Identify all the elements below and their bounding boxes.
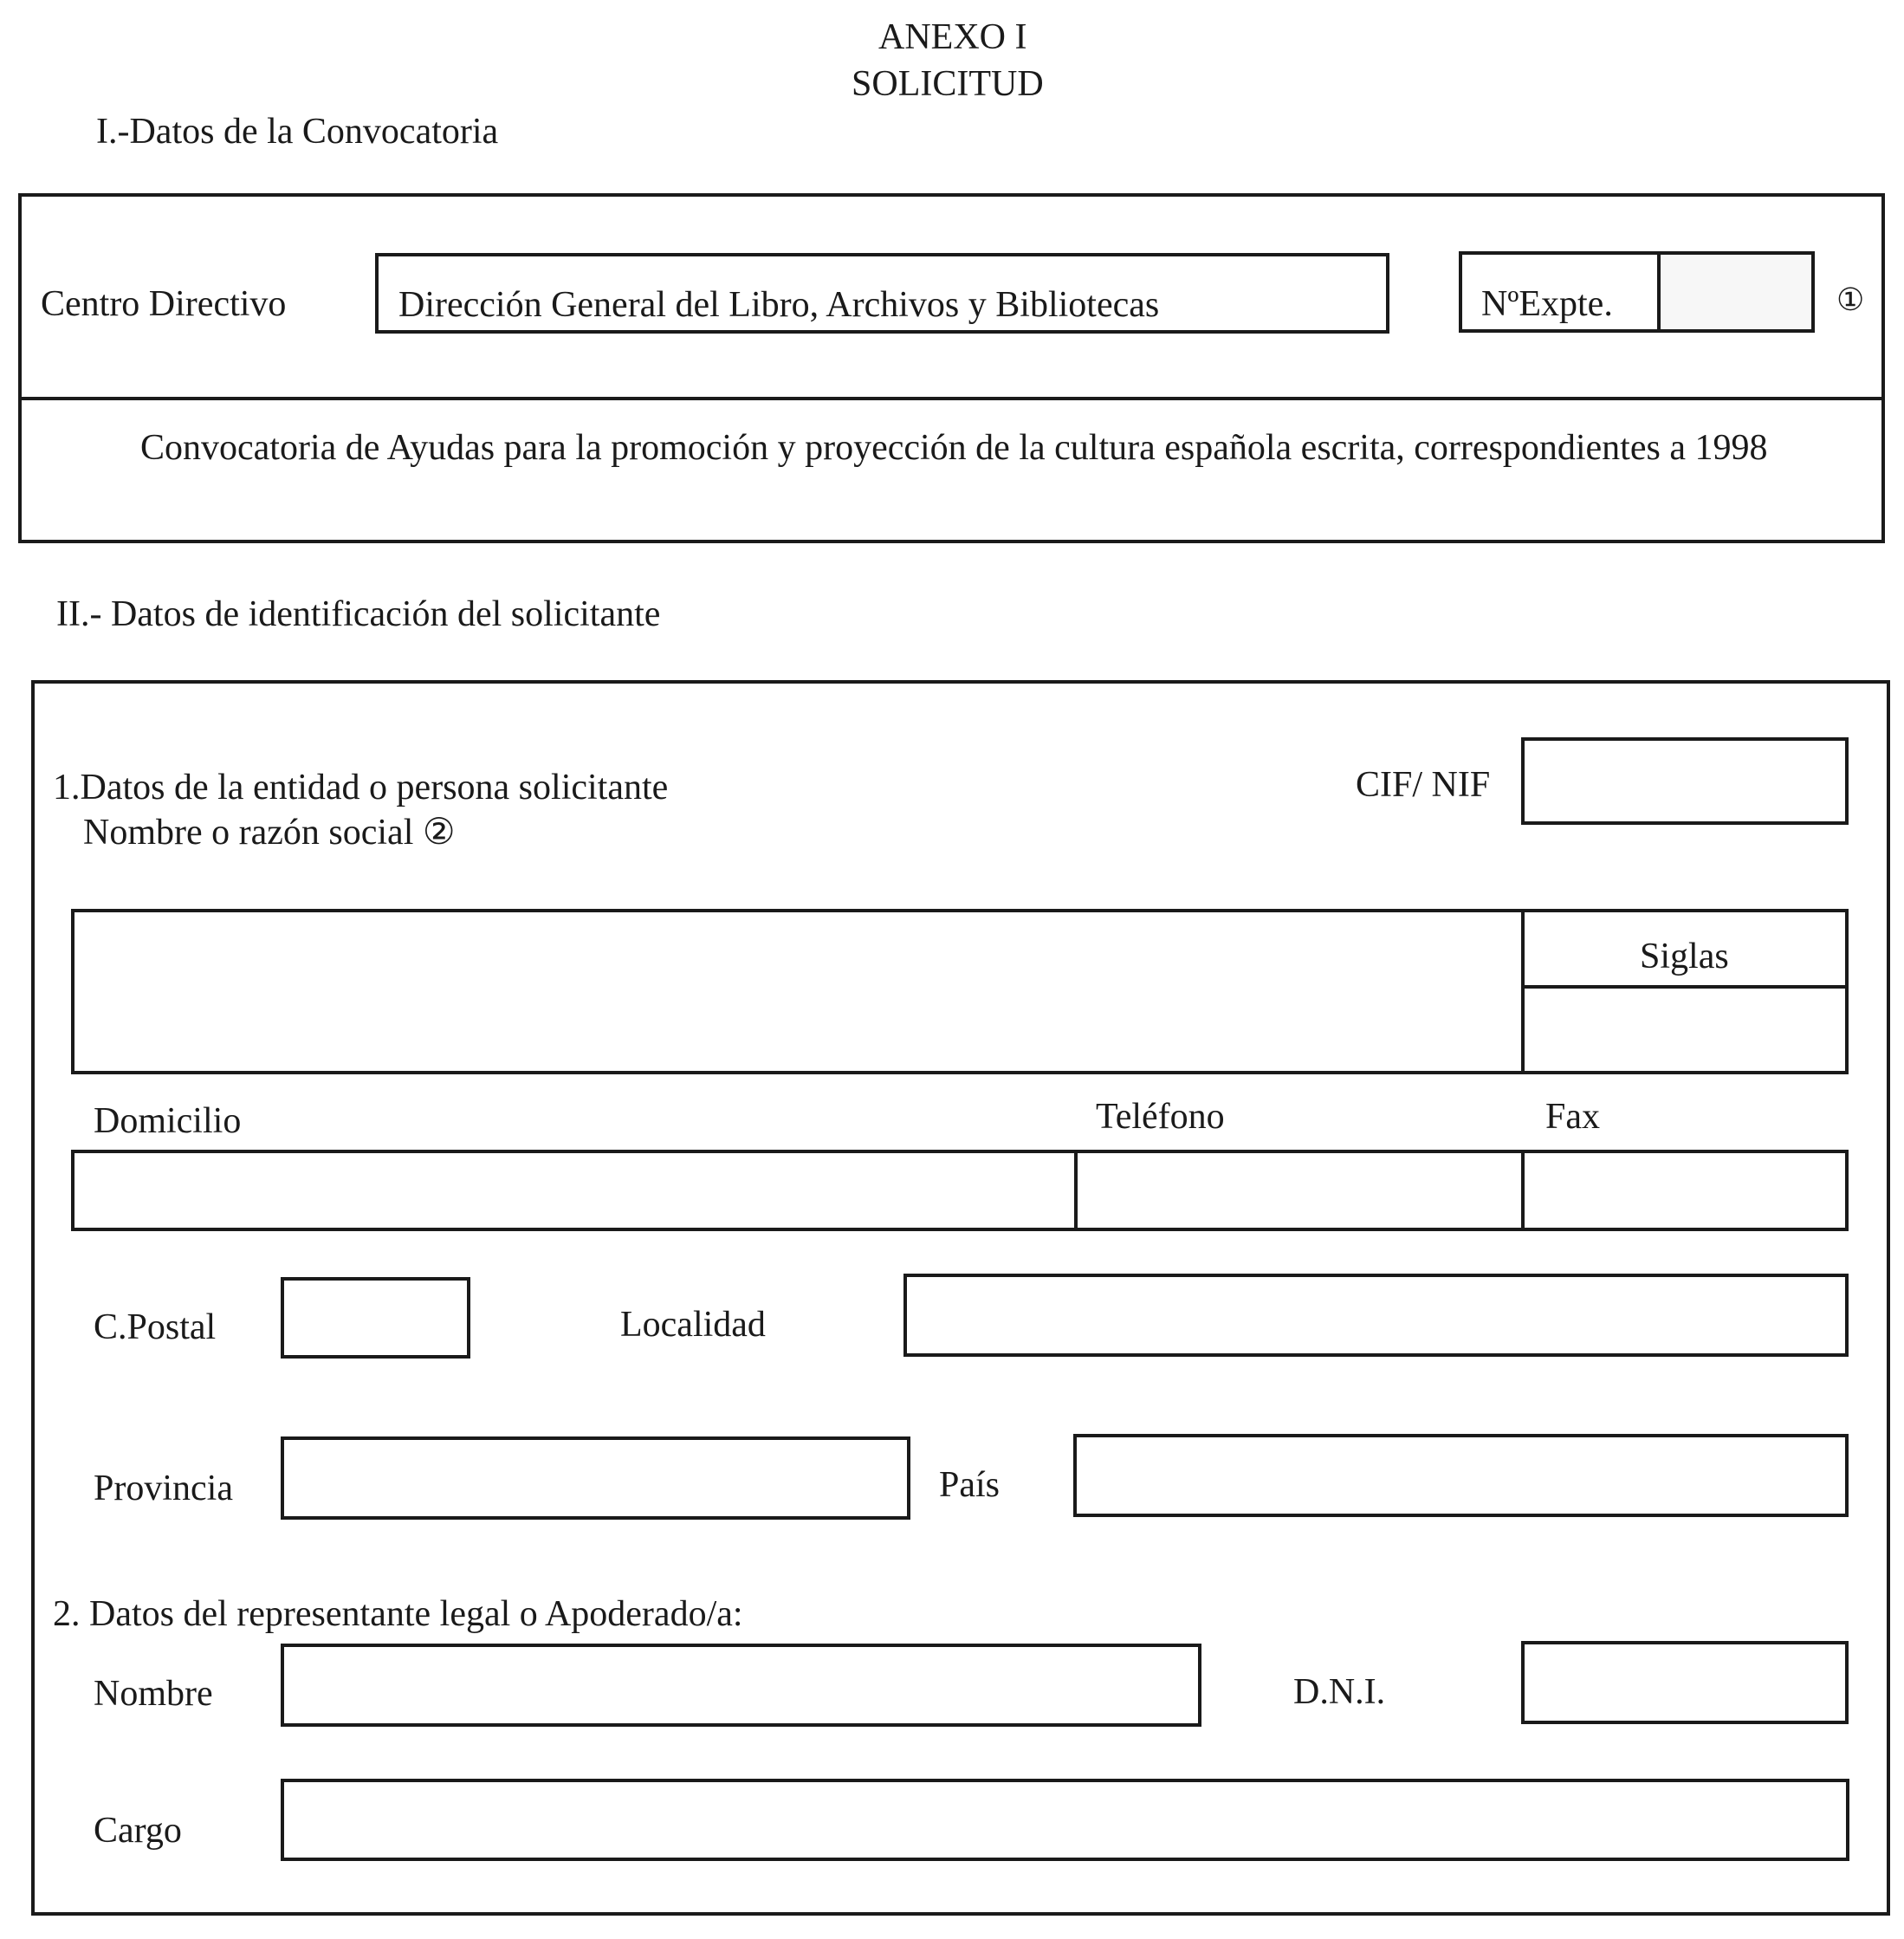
expediente-label-box: [1459, 251, 1661, 333]
cif-nif-field[interactable]: [1521, 737, 1849, 825]
centro-directivo-label: Centro Directivo: [41, 284, 287, 324]
telefono-field[interactable]: [1078, 1153, 1521, 1228]
dni-field[interactable]: [1521, 1641, 1849, 1724]
form-title: SOLICITUD: [852, 64, 1044, 104]
convocatoria-divider: [18, 397, 1885, 400]
siglas-field[interactable]: [1525, 989, 1845, 1071]
convocatoria-text: Convocatoria de Ayudas para la promoción y proyección de la cultura española escrita, correspondientes a 1998: [140, 428, 1768, 468]
localidad-field[interactable]: [903, 1274, 1849, 1357]
provincia-field[interactable]: [281, 1436, 910, 1520]
annex-title: ANEXO I: [878, 17, 1027, 57]
entity-name-label: Nombre o razón social ②: [83, 813, 456, 853]
nombre-label: Nombre: [94, 1674, 213, 1714]
pais-field[interactable]: [1073, 1434, 1849, 1517]
section-1-heading: I.-Datos de la Convocatoria: [96, 112, 499, 152]
nombre-field[interactable]: [281, 1644, 1201, 1727]
dni-label: D.N.I.: [1293, 1672, 1386, 1712]
centro-directivo-value: Dirección General del Libro, Archivos y Bibliotecas: [398, 285, 1160, 325]
domicilio-label: Domicilio: [94, 1101, 242, 1141]
cpostal-field[interactable]: [281, 1277, 470, 1359]
cargo-field[interactable]: [281, 1779, 1849, 1861]
centro-directivo-field[interactable]: [375, 253, 1389, 334]
fax-label: Fax: [1545, 1097, 1600, 1137]
expediente-label: NºExpte.: [1481, 284, 1613, 324]
section-2-heading: II.- Datos de identificación del solicitante: [56, 594, 661, 634]
convocatoria-panel: [18, 193, 1885, 543]
siglas-label: Siglas: [1640, 937, 1729, 976]
localidad-label: Localidad: [620, 1305, 766, 1345]
pais-label: País: [939, 1465, 1001, 1505]
expediente-number-field[interactable]: [1657, 251, 1815, 333]
representative-heading: 2. Datos del representante legal o Apoderado/a:: [53, 1594, 743, 1634]
note-1-marker: ①: [1836, 282, 1865, 317]
cpostal-label: C.Postal: [94, 1307, 217, 1347]
cargo-label: Cargo: [94, 1811, 182, 1851]
provincia-label: Provincia: [94, 1469, 233, 1508]
telefono-label: Teléfono: [1096, 1097, 1225, 1137]
cif-nif-label: CIF/ NIF: [1356, 765, 1491, 805]
fax-field[interactable]: [1525, 1153, 1845, 1228]
entity-heading: 1.Datos de la entidad o persona solicitante: [53, 768, 669, 807]
